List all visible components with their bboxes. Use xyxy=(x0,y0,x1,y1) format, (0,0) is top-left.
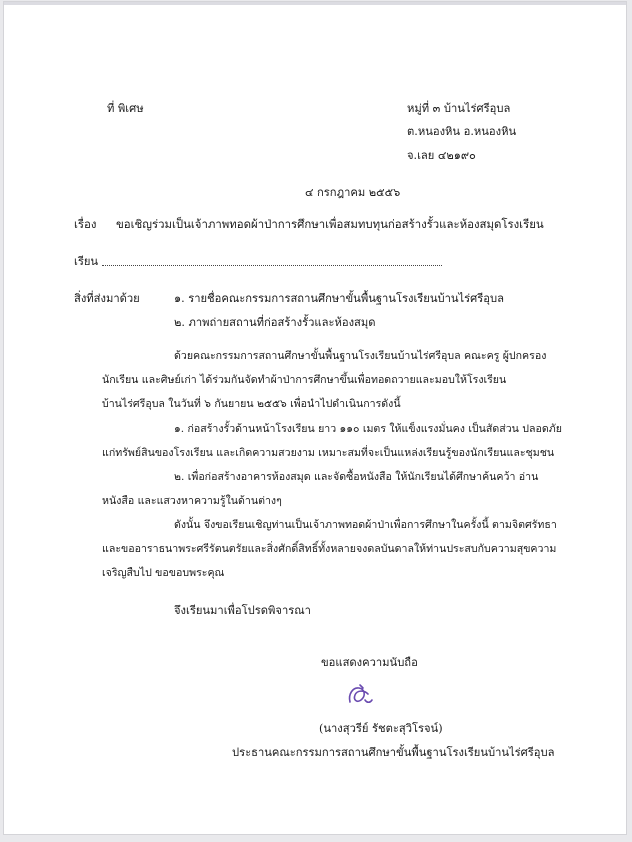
letter-page xyxy=(4,2,626,834)
signer-name: (นางสุวรีย์ รัชตะสุวิโรจน์) xyxy=(319,722,443,735)
body-line: ๒. เพื่อก่อสร้างอาคารห้องสมุด และจัดซื้อหนังสือ ให้นักเรียนได้ศึกษาค้นคว้า อ่าน xyxy=(174,471,539,483)
reference-number: ที่ พิเศษ xyxy=(107,102,144,115)
closing-request: จึงเรียนมาเพื่อโปรดพิจารณา xyxy=(174,604,311,617)
signer-position: ประธานคณะกรรมการสถานศึกษาขั้นพื้นฐานโรงเรียนบ้านไร่ศรีอุบล xyxy=(232,746,555,759)
body-line: ดังนั้น จึงขอเรียนเชิญท่านเป็นเจ้าภาพทอดผ้าป่าเพื่อการศึกษาในครั้งนี้ ตามจิตศรัทธา xyxy=(174,519,557,531)
body-line: ๑. ก่อสร้างรั้วด้านหน้าโรงเรียน ยาว ๑๑๐ เมตร ให้แข็งแรงมั่นคง เป็นสัดส่วน ปลอดภัย xyxy=(174,423,562,435)
address-line-3: จ.เลย ๔๒๑๙๐ xyxy=(407,149,476,162)
body-line: เจริญสืบไป ขอขอบพระคุณ xyxy=(102,567,225,579)
body-line: และขออาราธนาพระศรีรัตนตรัยและสิ่งศักดิ์สิทธิ์ทั้งหลายจงดลบันดาลให้ท่านประสบกับความสุขความ xyxy=(102,543,557,555)
subject-text: ขอเชิญร่วมเป็นเจ้าภาพทอดผ้าป่าการศึกษาเพื่อสมทบทุนก่อสร้างรั้วและห้องสมุดโรงเรียน xyxy=(116,217,544,231)
body-line: ด้วยคณะกรรมการสถานศึกษาขั้นพื้นฐานโรงเรียนบ้านไร่ศรีอุบล คณะครู ผู้ปกครอง xyxy=(174,350,547,362)
enclosure-item: ๑. รายชื่อคณะกรรมการสถานศึกษาขั้นพื้นฐานโรงเรียนบ้านไร่ศรีอุบล xyxy=(174,292,504,305)
subject-label: เรื่อง xyxy=(74,217,97,231)
body-line: บ้านไร่ศรีอุบล ในวันที่ ๖ กันยายน ๒๕๕๖ เพื่อนำไปดำเนินการดังนี้ xyxy=(102,398,401,410)
scan-edge xyxy=(4,2,626,5)
enclosures-label: สิ่งที่ส่งมาด้วย xyxy=(74,292,140,305)
address-line-1: หมู่ที่ ๓ บ้านไร่ศรีอุบล xyxy=(407,102,511,115)
salutation-label: เรียน xyxy=(74,255,99,268)
letter-date: ๔ กรกฎาคม ๒๕๕๖ xyxy=(305,186,401,199)
closing-phrase: ขอแสดงความนับถือ xyxy=(321,656,418,669)
body-line: นักเรียน และศิษย์เก่า ได้ร่วมกันจัดทำผ้าป่าการศึกษาขึ้นเพื่อทอดถวายและมอบให้โรงเรียน xyxy=(102,374,507,386)
body-line: หนังสือ และแสวงหาความรู้ในด้านต่างๆ xyxy=(102,495,282,507)
signature-icon xyxy=(344,682,374,708)
enclosure-item: ๒. ภาพถ่ายสถานที่ก่อสร้างรั้วและห้องสมุด xyxy=(174,316,376,329)
salutation-dotted-line xyxy=(102,265,442,266)
body-line: แก่ทรัพย์สินของโรงเรียน และเกิดความสวยงาม เหมาะสมที่จะเป็นแหล่งเรียนรู้ของนักเรียนและชุมชน xyxy=(102,447,555,459)
address-line-2: ต.หนองหิน อ.หนองหิน xyxy=(407,125,517,138)
